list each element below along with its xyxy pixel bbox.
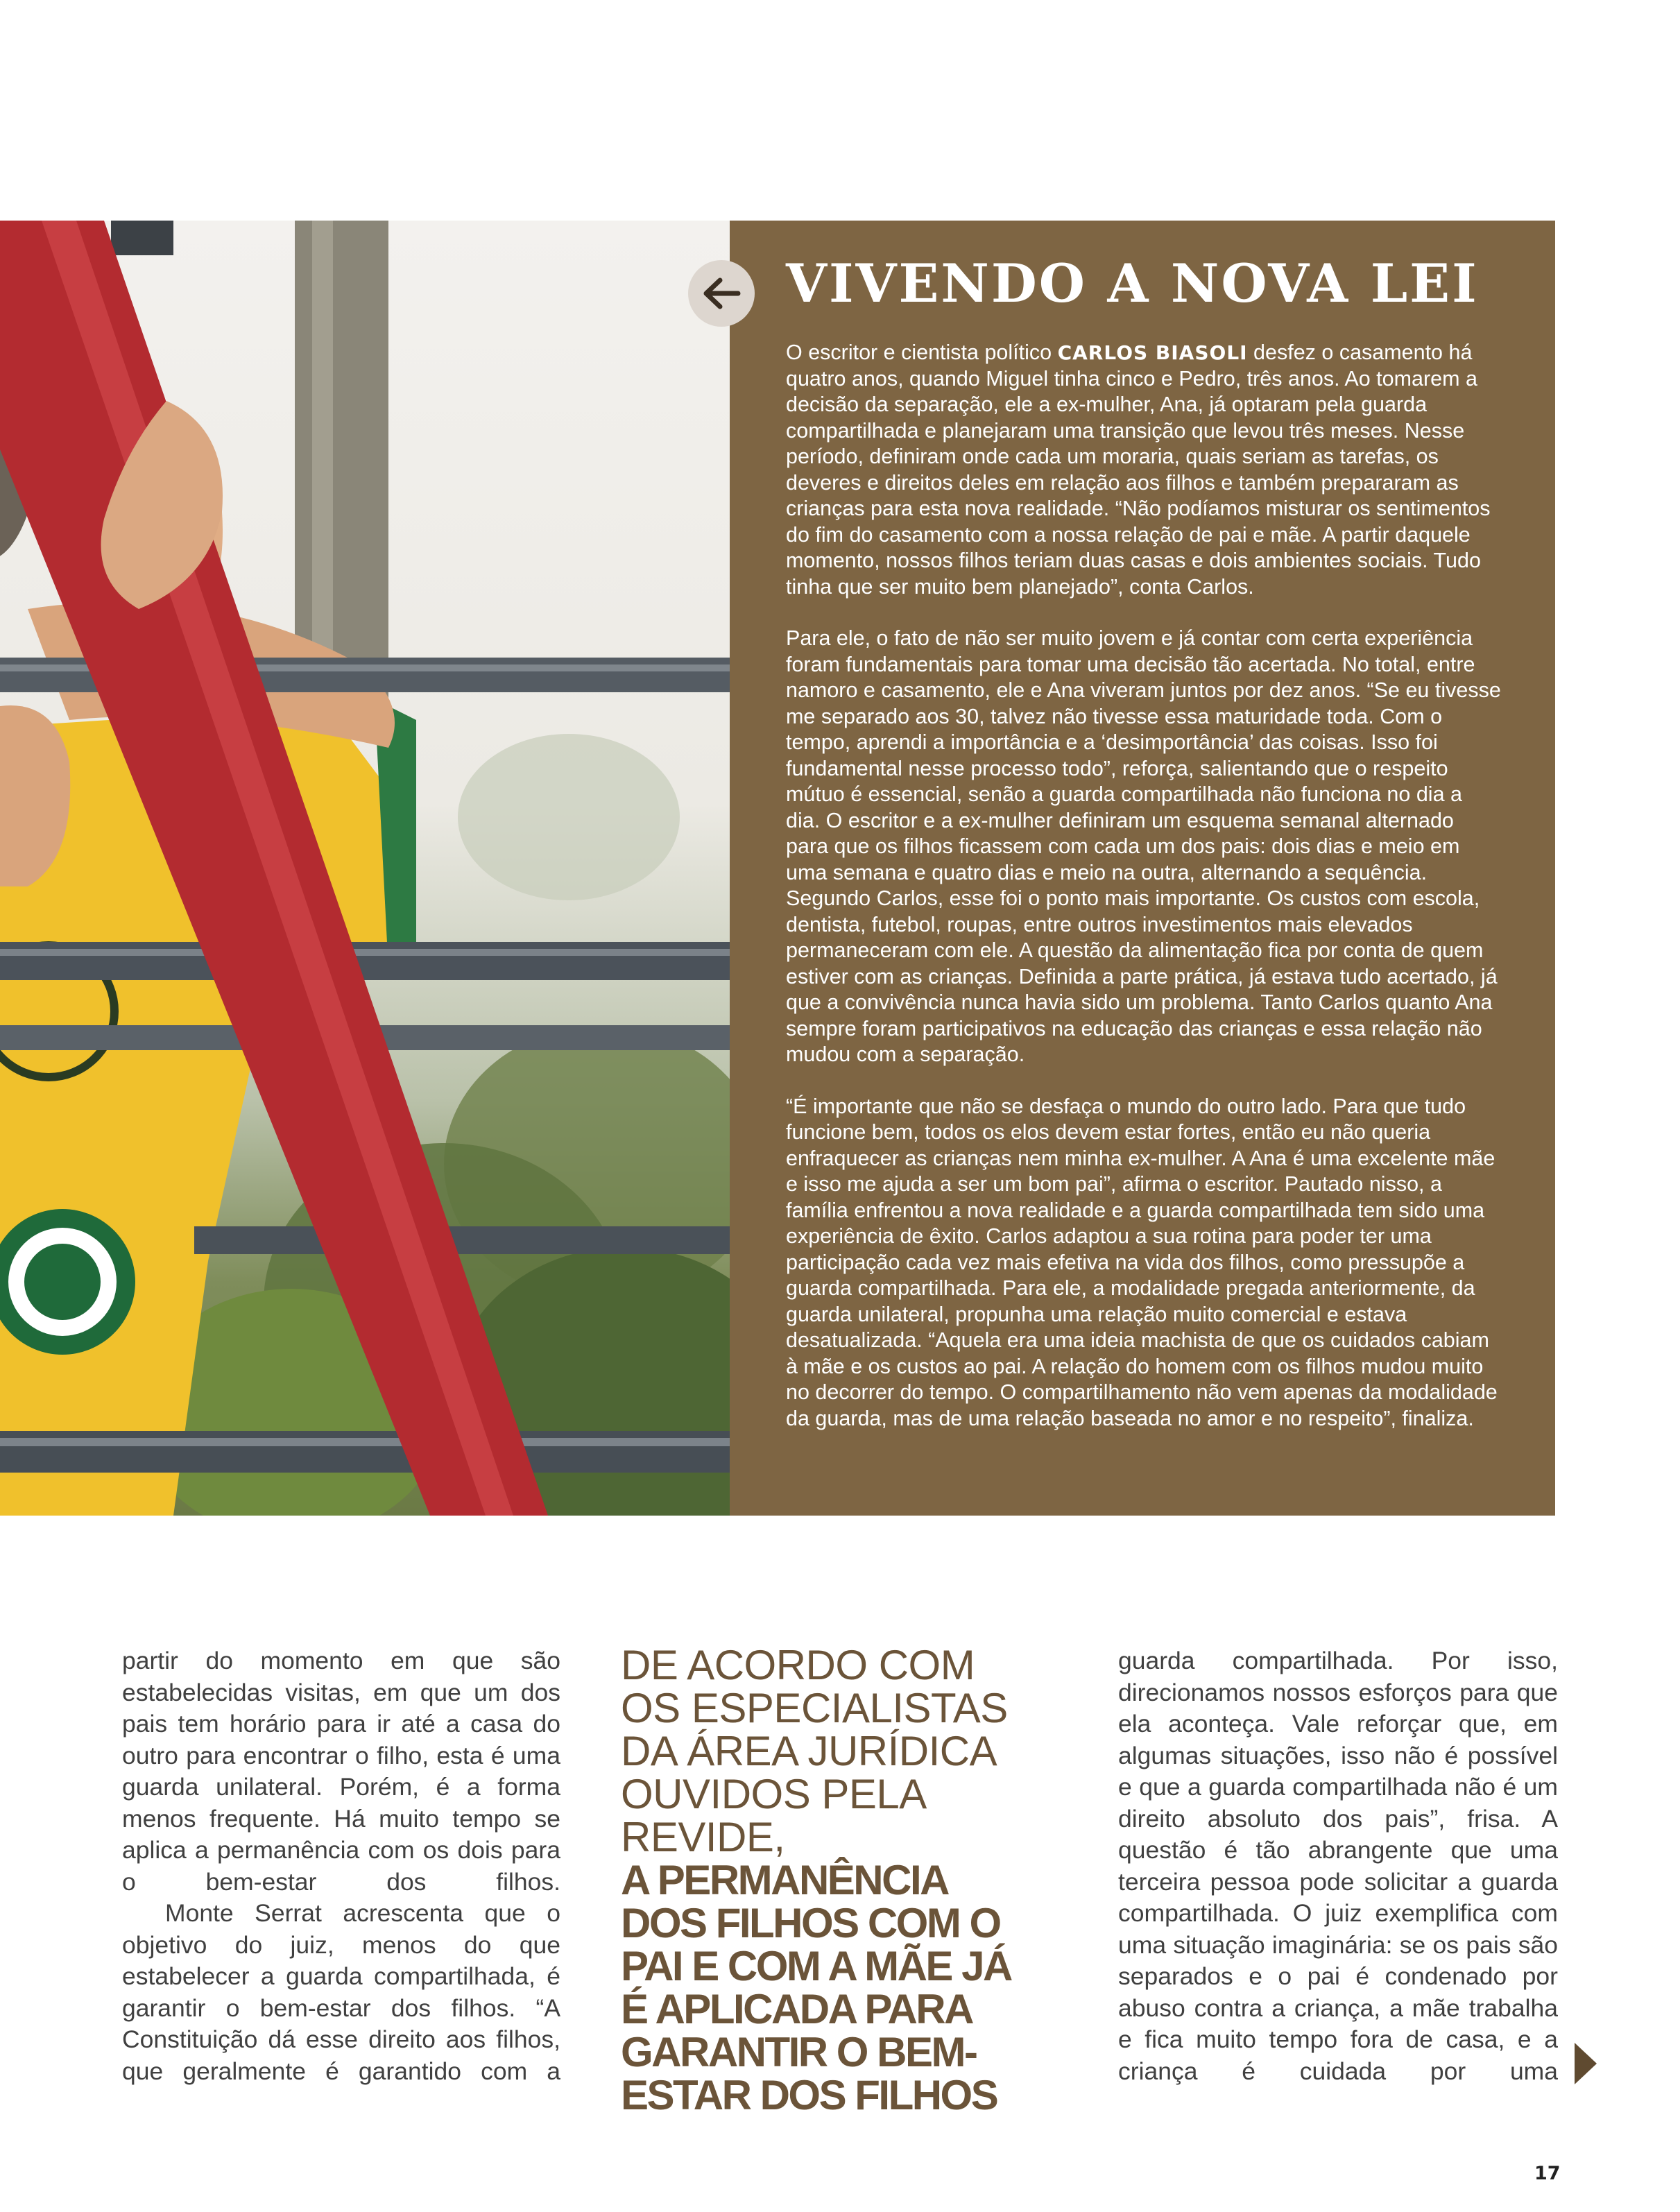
sidebar-paragraph-2: Para ele, o fato de não ser muito jovem e já contar com certa experiência foram fundamentais para tomar uma decisão tão acertada. No total, entre namoro e casamento, ele e Ana viveram juntos por dez anos. “Se eu tivesse me separado aos 30, talvez não tivesse essa maturidade toda. Com o tempo, aprendi a importância e a ‘desimportância’ das coisas. Isso foi fundamental nesse processo todo”, reforça, salientando que o respeito mútuo é essencial, senão a guarda compartilhada não funciona no dia a dia. O escritor e a ex-mulher definiram um esquema semanal alternado para que os filhos ficassem com cada um dos pais: dois dias e meio em uma semana e quatro dias e meio na outra, alternando a sequência. Segundo Carlos, esse foi o ponto mais importante. Os custos com escola, dentista, futebol, roupas, entre outros investimentos mais elevados permaneceram com ele. A questão da alimentação fica por conta de quem estiver com as crianças. Definida a parte prática, já estava tudo acertado, já que a convivência nunca havia sido um problema. Tanto Carlos quanto Ana sempre foram participativos na educação das crianças e essa relação não mudou com a separação.	[786, 626, 1501, 1066]
pull-quote-bold-line: DOS FILHOS COM O	[621, 1900, 1000, 1946]
sidebar-body	[786, 340, 1501, 1457]
pull-quote-line: OS ESPECIALISTAS	[621, 1685, 1008, 1731]
photo-illustration	[0, 221, 730, 1516]
pull-quote-bold-line: GARANTIR O BEM-	[621, 2029, 977, 2075]
right-column	[1118, 1645, 1558, 2087]
pull-quote-bold-line: É APLICADA PARA	[621, 1986, 972, 2032]
article-photo	[0, 221, 730, 1516]
pull-quote-bold-line: A PERMANÊNCIA	[621, 1857, 948, 1903]
sidebar-title: VIVENDO A NOVA LEI	[786, 252, 1479, 314]
sidebar-p1-post: desfez o casamento há quatro anos, quando Miguel tinha cinco e Pedro, três anos. Ao tomarem a decisão da separação, ele a ex-mulher, Ana, já optaram pela guarda compartilhada e planejaram uma transição que levou três meses. Nesse período, definiram onde cada um moraria, quais seriam as tarefas, os deveres e direitos deles em relação aos filhos e também prepararam as crianças para esta nova realidade. “Não podíamos misturar os sentimentos do fim do casamento com a nossa relação de pai e mãe. A partir daquele momento, nossos filhos teriam duas casas e dois ambientes sociais. Tudo tinha que ser muito bem planejado”, conta Carlos.	[786, 341, 1491, 599]
sidebar-person-name: CARLOS BIASOLI	[1057, 341, 1248, 364]
pull-quote-line: DE ACORDO COM	[621, 1642, 975, 1688]
page-number: 17	[1534, 2163, 1561, 2184]
left-column	[122, 1645, 560, 2087]
sidebar-p1-pre: O escritor e cientista político	[786, 341, 1058, 364]
sidebar-paragraph-1	[786, 340, 1501, 600]
pull-quote	[621, 1644, 1051, 2117]
pull-quote-bold-line: ESTAR DOS FILHOS	[621, 2072, 997, 2118]
back-button[interactable]	[688, 260, 755, 327]
left-paragraph-2: Monte Serrat acrescenta que o objetivo do juiz, menos do que estabelecer a guarda compartilhada, é garantir o bem-estar dos filhos. “A Constituição dá esse direito aos filhos, que geralmente é garantido com a	[122, 1899, 560, 2085]
left-paragraph-1: partir do momento em que são estabelecidas visitas, em que um dos pais tem horário para ir até a casa do outro para encontrar o filho, esta é uma guarda unilateral. Porém, é a forma menos frequente. Há muito tempo se aplica a permanência com os dois para o bem-estar dos filhos.	[122, 1647, 560, 1896]
pull-quote-bold-line: PAI E COM A MÃE JÁ	[621, 1943, 1011, 1989]
pull-quote-line: OUVIDOS PELA REVIDE,	[621, 1771, 925, 1860]
sidebar-paragraph-3: “É importante que não se desfaça o mundo do outro lado. Para que tudo funcione bem, todos os elos devem estar fortes, então eu não queria enfraquecer as crianças nem minha ex-mulher. A Ana é uma excelente mãe e isso me ajuda a ser um bom pai”, afirma o escritor. Pautado nisso, a família enfrentou a nova realidade e a guarda compartilhada tem sido uma experiência de êxito. Carlos adaptou a sua rotina para poder ter uma participação cada vez mais efetiva na vida dos filhos, como pressupõe a guarda compartilhada. Para ele, a modalidade pregada anteriormente, da guarda unilateral, propunha uma relação muito comercial e estava desatualizada. “Aquela era uma ideia machista de que os cuidados cabiam à mãe e os custos ao pai. A relação do homem com os filhos mudou muito no decorrer do tempo. O compartilhamento não vem apenas da modalidade da guarda, mas de uma relação baseada no amor e no respeito”, finaliza.	[786, 1094, 1498, 1430]
arrow-left-icon	[702, 277, 741, 309]
right-paragraph-1: guarda compartilhada. Por isso, direcionamos nossos esforços para que ela aconteça. Vale reforçar que, em algumas situações, isso não é possível e que a guarda compartilhada não é um direito absoluto dos pais”, frisa. A questão é tão abrangente que uma terceira pessoa pode solicitar a guarda compartilhada. O juiz exemplifica com uma situação imaginária: se os pais são separados e o pai é condenado por abuso contra a criança, a mãe trabalha e fica muito tempo fora de casa, e a criança é cuidada por uma	[1118, 1647, 1558, 2085]
triangle-right-icon[interactable]	[1575, 2043, 1597, 2084]
pull-quote-line: DA ÁREA JURÍDICA	[621, 1728, 997, 1774]
